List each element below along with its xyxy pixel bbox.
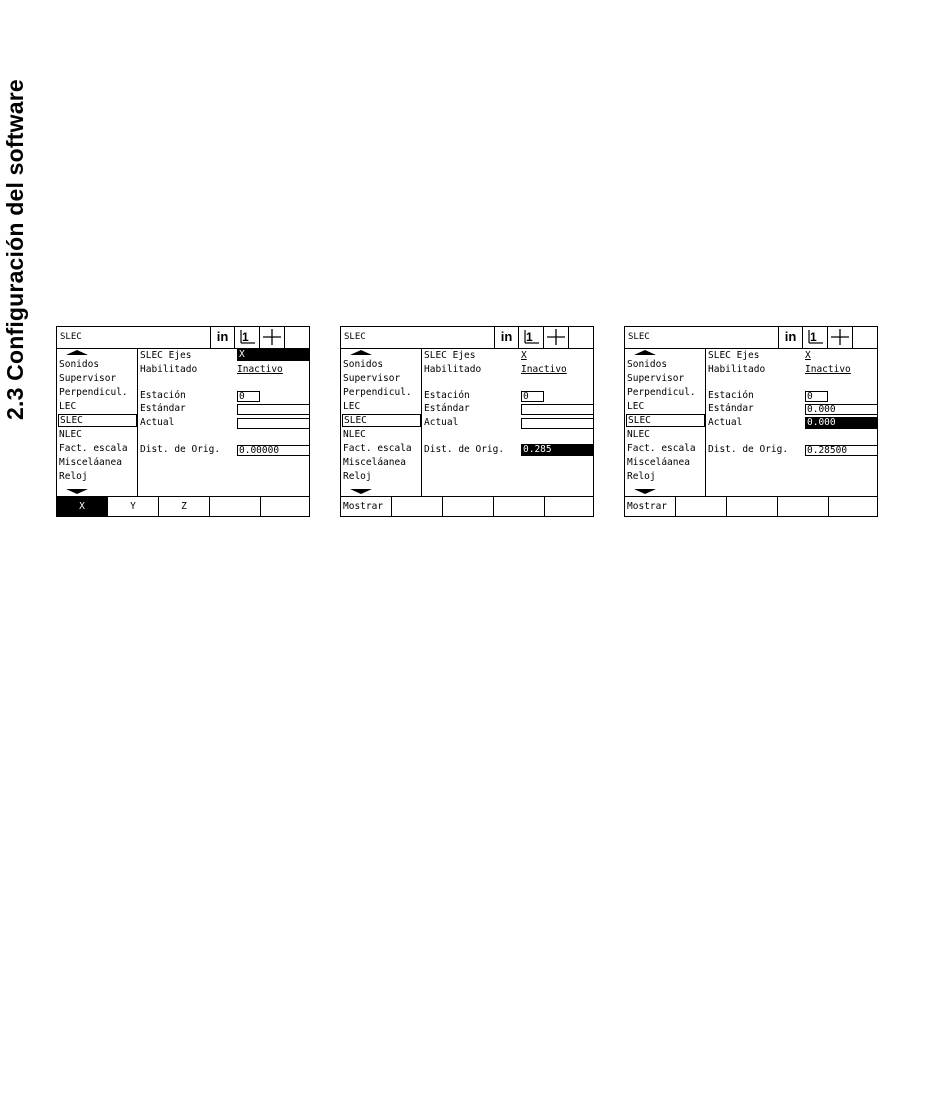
enabled-value[interactable]: Inactivo	[237, 364, 283, 375]
menu-item-lec[interactable]: LEC	[627, 401, 645, 412]
menu-item-nlec[interactable]: NLEC	[627, 429, 650, 440]
menu-item-reloj[interactable]: Reloj	[627, 471, 656, 482]
menu-item-slec[interactable]: SLEC	[626, 414, 705, 427]
menu-item-fact-escala[interactable]: Fact. escala	[59, 443, 128, 454]
axis-value[interactable]: X	[237, 349, 310, 361]
screen-title: SLEC	[60, 332, 82, 342]
title-bar	[57, 327, 309, 349]
slec-screen-2	[340, 326, 594, 517]
title-bar	[625, 327, 877, 349]
menu-item-sonidos[interactable]: Sonidos	[343, 359, 384, 370]
menu-item-nlec[interactable]: NLEC	[59, 429, 82, 440]
enabled-label: Habilitado	[140, 364, 198, 375]
datum-icon	[518, 327, 543, 348]
setup-menu	[341, 348, 422, 496]
menu-item-reloj[interactable]: Reloj	[59, 471, 88, 482]
crosshair-icon	[259, 327, 284, 348]
station-field[interactable]: 0	[521, 391, 544, 402]
softkey-x[interactable]: X	[57, 497, 108, 517]
station-label: Estación	[708, 390, 754, 401]
softkey-bar	[57, 496, 309, 517]
menu-item-nlec[interactable]: NLEC	[343, 429, 366, 440]
softkey-bar	[341, 496, 593, 517]
softkey-mostrar[interactable]: Mostrar	[625, 497, 676, 517]
enabled-value[interactable]: Inactivo	[521, 364, 567, 375]
softkey-5[interactable]	[829, 497, 877, 517]
slec-screen-1	[56, 326, 310, 517]
softkey-5[interactable]	[261, 497, 309, 517]
menu-item-fact-escala[interactable]: Fact. escala	[627, 443, 696, 454]
scroll-up-icon[interactable]	[634, 350, 656, 355]
standard-field[interactable]	[521, 404, 594, 415]
title-bar	[341, 327, 593, 349]
softkey-bar	[625, 496, 877, 517]
station-field[interactable]: 0	[805, 391, 828, 402]
svg-text:1: 1	[526, 330, 533, 344]
actual-field[interactable]	[521, 418, 594, 429]
menu-item-lec[interactable]: LEC	[343, 401, 361, 412]
menu-item-reloj[interactable]: Reloj	[343, 471, 372, 482]
dist-field[interactable]: 0.00000	[237, 445, 310, 456]
standard-label: Estándar	[708, 403, 754, 414]
softkey-y[interactable]: Y	[108, 497, 159, 517]
blank-indicator	[284, 327, 309, 348]
crosshair-icon	[543, 327, 568, 348]
blank-indicator	[852, 327, 877, 348]
menu-item-miscelanea[interactable]: Misceláanea	[627, 457, 690, 468]
menu-item-sonidos[interactable]: Sonidos	[627, 359, 668, 370]
softkey-4[interactable]	[210, 497, 261, 517]
actual-field[interactable]: 0.000	[805, 417, 878, 429]
scroll-down-icon[interactable]	[350, 489, 372, 494]
axis-label: SLEC Ejes	[708, 350, 760, 361]
setup-menu	[625, 348, 706, 496]
setup-menu	[57, 348, 138, 496]
unit-indicator: in	[494, 327, 518, 348]
menu-item-slec[interactable]: SLEC	[342, 414, 421, 427]
menu-item-miscelanea[interactable]: Misceláanea	[59, 457, 122, 468]
actual-label: Actual	[424, 417, 459, 428]
menu-item-supervisor[interactable]: Supervisor	[343, 373, 401, 384]
dist-label: Dist. de Orig.	[424, 444, 505, 455]
scroll-up-icon[interactable]	[350, 350, 372, 355]
menu-item-supervisor[interactable]: Supervisor	[59, 373, 117, 384]
actual-label: Actual	[708, 417, 743, 428]
axis-value[interactable]: X	[521, 350, 527, 361]
axis-label: SLEC Ejes	[424, 350, 476, 361]
datum-icon	[234, 327, 259, 348]
enabled-label: Habilitado	[708, 364, 766, 375]
menu-item-fact-escala[interactable]: Fact. escala	[343, 443, 412, 454]
screen-title: SLEC	[344, 332, 366, 342]
softkey-4[interactable]	[494, 497, 545, 517]
enabled-value[interactable]: Inactivo	[805, 364, 851, 375]
screen-title: SLEC	[628, 332, 650, 342]
crosshair-icon	[827, 327, 852, 348]
standard-label: Estándar	[424, 403, 470, 414]
menu-item-perpendicul[interactable]: Perpendicul.	[343, 387, 412, 398]
unit-indicator: in	[210, 327, 234, 348]
menu-item-supervisor[interactable]: Supervisor	[627, 373, 685, 384]
station-field[interactable]: 0	[237, 391, 260, 402]
softkey-z[interactable]: Z	[159, 497, 210, 517]
svg-text:1: 1	[242, 330, 249, 344]
standard-field[interactable]	[237, 404, 310, 415]
softkey-3[interactable]	[727, 497, 778, 517]
menu-item-lec[interactable]: LEC	[59, 401, 77, 412]
axis-value[interactable]: X	[805, 350, 811, 361]
standard-label: Estándar	[140, 403, 186, 414]
softkey-3[interactable]	[443, 497, 494, 517]
dist-field[interactable]: 0.285	[521, 444, 594, 456]
softkey-2[interactable]	[392, 497, 443, 517]
softkey-5[interactable]	[545, 497, 593, 517]
svg-text:1: 1	[810, 330, 817, 344]
dist-label: Dist. de Orig.	[140, 444, 221, 455]
actual-label: Actual	[140, 417, 175, 428]
softkey-2[interactable]	[676, 497, 727, 517]
scroll-down-icon[interactable]	[634, 489, 656, 494]
softkey-mostrar[interactable]: Mostrar	[341, 497, 392, 517]
menu-item-miscelanea[interactable]: Misceláanea	[343, 457, 406, 468]
station-label: Estación	[424, 390, 470, 401]
menu-item-slec[interactable]: SLEC	[58, 414, 137, 427]
slec-screen-3	[624, 326, 878, 517]
scroll-down-icon[interactable]	[66, 489, 88, 494]
blank-indicator	[568, 327, 593, 348]
unit-indicator: in	[778, 327, 802, 348]
station-label: Estación	[140, 390, 186, 401]
menu-item-perpendicul[interactable]: Perpendicul.	[59, 387, 128, 398]
section-title: 2.3 Configuración del software	[2, 79, 28, 420]
enabled-label: Habilitado	[424, 364, 482, 375]
axis-label: SLEC Ejes	[140, 350, 192, 361]
datum-icon	[802, 327, 827, 348]
dist-label: Dist. de Orig.	[708, 444, 789, 455]
standard-field[interactable]: 0.000	[805, 404, 878, 415]
menu-item-perpendicul[interactable]: Perpendicul.	[627, 387, 696, 398]
softkey-4[interactable]	[778, 497, 829, 517]
menu-item-sonidos[interactable]: Sonidos	[59, 359, 100, 370]
dist-field[interactable]: 0.28500	[805, 445, 878, 456]
scroll-up-icon[interactable]	[66, 350, 88, 355]
actual-field[interactable]	[237, 418, 310, 429]
